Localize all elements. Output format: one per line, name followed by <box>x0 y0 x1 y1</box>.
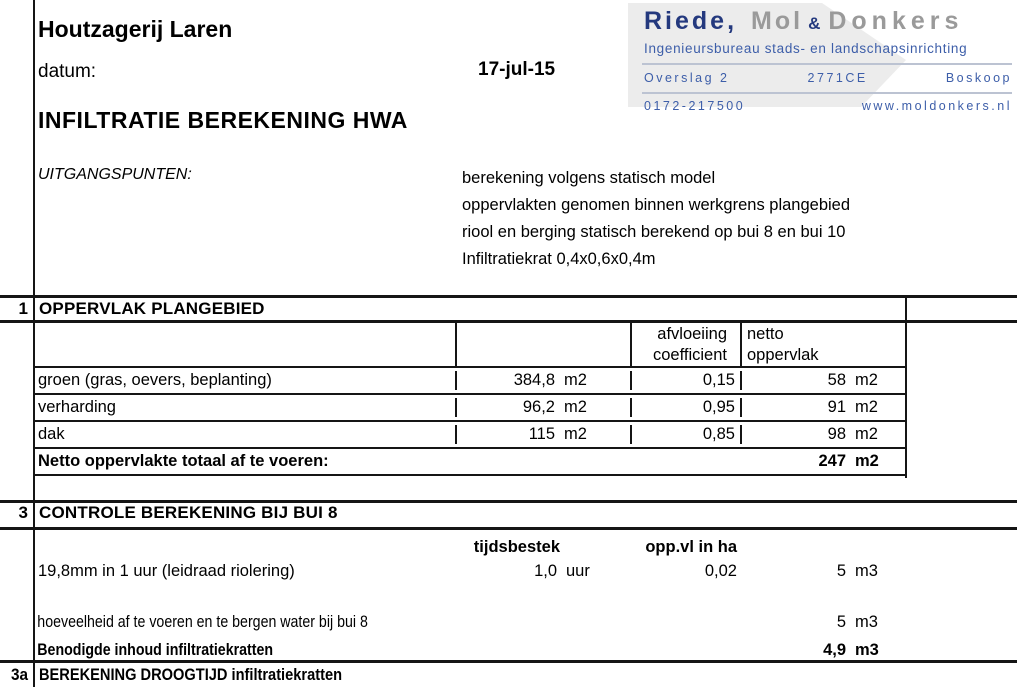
document-title: INFILTRATIE BEREKENING HWA <box>38 107 408 133</box>
date-value: 17-jul-15 <box>478 59 556 80</box>
logo-postcode: 2771CE <box>807 71 868 85</box>
cell-label: 19,8mm in 1 uur (leidraad riolering) <box>38 561 295 580</box>
table-total-row <box>33 449 905 476</box>
logo-city: Boskoop <box>945 71 1012 85</box>
total-value: 247 m2 <box>818 452 879 470</box>
logo-ampersand: & <box>808 14 821 33</box>
header-cell-empty <box>33 323 457 366</box>
cell-volume: 5 m3 <box>836 561 878 580</box>
logo-address-row <box>644 71 1012 85</box>
cell-label: groen (gras, oevers, beplanting) <box>33 371 457 390</box>
bui8-row-rain <box>33 560 905 582</box>
table-right-rule <box>905 295 907 478</box>
cell-netto: 98 m2 <box>827 425 878 443</box>
header-tijdsbestek: tijdsbestek <box>473 537 560 556</box>
company-logo <box>628 3 1020 115</box>
assumption-line: Infiltratiekrat 0,4x0,6x0,4m <box>462 250 656 268</box>
date-label: datum: <box>38 61 97 82</box>
cell-area: 384,8 m2 <box>457 371 632 390</box>
header-cell-coefficient: afvloeiing coefficient <box>632 323 742 366</box>
bui8-row-required <box>33 639 905 661</box>
logo-website: www.moldonkers.nl <box>861 99 1012 113</box>
logo-company-name <box>644 7 963 36</box>
section1-top-rule <box>0 295 1017 298</box>
header-cell-netto: netto oppervlak <box>747 325 819 364</box>
cell-label: verharding <box>33 398 457 417</box>
page-title: Houtzagerij Laren <box>38 16 233 42</box>
cell-coefficient: 0,15 <box>632 371 742 390</box>
header-cell-empty <box>457 323 632 366</box>
section1-number: 1 <box>18 299 28 318</box>
cell-area: 115 m2 <box>457 425 632 444</box>
cell-oppvl: 0,02 <box>704 561 737 580</box>
logo-phone: 0172-217500 <box>644 99 746 113</box>
section3-header-bottom-rule <box>0 527 1017 530</box>
cell-label: Benodigde inhoud infiltratiekratten <box>37 640 274 659</box>
section3a-title: BEREKENING DROOGTIJD infiltratiekratten <box>39 665 343 684</box>
bui8-header-row <box>33 536 905 558</box>
assumption-line: berekening volgens statisch model <box>462 169 716 187</box>
cell-label: dak <box>33 425 457 444</box>
logo-subtitle: Ingenieursbureau stads- en landschapsinrichting <box>644 41 968 56</box>
logo-contact-row <box>644 99 1012 113</box>
logo-name-part3: Donkers <box>828 7 964 35</box>
cell-time: 1,0 uur <box>534 561 590 580</box>
assumption-line: oppervlakten genomen binnen werkgrens plangebied <box>462 196 851 214</box>
assumption-line: riool en berging statisch berekend op bui 8 en bui 10 <box>462 223 846 241</box>
section3-number: 3 <box>18 503 28 522</box>
cell-coefficient: 0,85 <box>632 425 742 444</box>
section3-title: CONTROLE BEREKENING BIJ BUI 8 <box>39 503 338 522</box>
surface-table <box>33 323 905 476</box>
cell-netto: 91 m2 <box>827 398 878 416</box>
header-oppvl: opp.vl in ha <box>645 537 737 556</box>
cell-volume: 5 m3 <box>836 612 878 631</box>
cell-coefficient: 0,95 <box>632 398 742 417</box>
logo-name-part2: Mol <box>751 7 804 35</box>
cell-netto: 58 m2 <box>827 371 878 389</box>
table-row-verharding <box>33 395 905 422</box>
table-header-row <box>33 323 905 368</box>
assumptions-label: UITGANGSPUNTEN: <box>38 166 192 183</box>
total-label: Netto oppervlakte totaal af te voeren: <box>38 452 329 470</box>
table-row-dak <box>33 422 905 449</box>
section1-title: OPPERVLAK PLANGEBIED <box>39 299 265 318</box>
assumptions-list <box>462 165 850 273</box>
cell-label: hoeveelheid af te voeren en te bergen water bij bui 8 <box>37 612 368 631</box>
cell-volume: 4,9 m3 <box>823 640 879 659</box>
logo-divider-1 <box>642 63 1012 65</box>
cell-area: 96,2 m2 <box>457 398 632 417</box>
section3a-number: 3a <box>10 665 28 684</box>
logo-street: Overslag 2 <box>644 71 730 85</box>
logo-name-part1: Riede, <box>644 7 738 35</box>
table-row-groen <box>33 368 905 395</box>
bui8-row-storage <box>33 611 905 633</box>
logo-divider-2 <box>642 92 1012 94</box>
